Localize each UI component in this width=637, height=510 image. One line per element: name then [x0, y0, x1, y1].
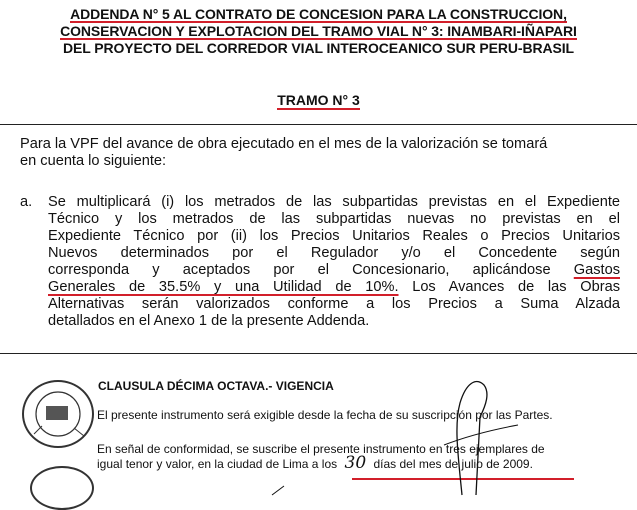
item-line-4: Nuevos determinados por el Regulador y/o el Concedente según — [48, 245, 620, 261]
seal-graphic — [24, 382, 92, 446]
highlight-gastos: Gastos — [573, 262, 620, 278]
item-line-5 — [48, 262, 620, 279]
list-item-body — [48, 194, 620, 330]
signature-paragraph — [97, 442, 617, 471]
clause-title: CLAUSULA DÉCIMA OCTAVA.- VIGENCIA — [98, 379, 334, 393]
document-title — [0, 6, 637, 57]
section-label: TRAMO N° 3 — [277, 92, 360, 108]
item-line-5-text: corresponda y aceptados por el Concesionario, aplicándose — [48, 262, 551, 278]
intro-paragraph — [20, 136, 620, 170]
highlight-generales: Generales de 35.5% y una Utilidad de 10%. — [48, 279, 399, 295]
pen-stroke-icon — [270, 484, 290, 496]
item-line-7: Alternativas serán valorizados conforme a los Precios a Suma Alzada — [48, 296, 620, 312]
clause-text: El presente instrumento será exigible desde la fecha de su suscripción por las Partes. — [97, 408, 553, 422]
item-line-6 — [48, 279, 620, 296]
item-line-6-tail: Los Avances de las Obras — [412, 279, 620, 295]
title-line-1: ADDENDA N° 5 AL CONTRATO DE CONCESION PARA LA CONSTRUCCION, — [70, 6, 567, 22]
section-heading — [0, 92, 637, 110]
divider-top — [0, 124, 637, 125]
second-seal-icon — [30, 466, 94, 510]
divider-bottom — [0, 353, 637, 354]
item-line-1: Se multiplicará (i) los metrados de las subpartidas previstas en el Expediente — [48, 194, 620, 210]
handwritten-day: 30 — [344, 453, 367, 473]
official-seal-icon — [22, 380, 94, 448]
title-line-2: CONSERVACION Y EXPLOTACION DEL TRAMO VIAL N° 3: INAMBARI-IÑAPARI — [60, 23, 577, 39]
title-line-3: DEL PROYECTO DEL CORREDOR VIAL INTEROCEANICO SUR PERU-BRASIL — [62, 40, 575, 56]
intro-line-2: en cuenta lo siguiente: — [20, 153, 167, 169]
signature-mark-icon — [440, 365, 520, 496]
sign-line-2-end: días del mes de julio de 2009. — [373, 457, 533, 471]
sign-line-1: En señal de conformidad, se suscribe el presente instrumento en tres ejemplares de — [97, 442, 545, 456]
sign-line-2-start: igual tenor y valor, en la ciudad de Lima a los — [97, 457, 338, 471]
item-line-2: Técnico y los metrados de las subpartidas nuevas no previstas en el — [48, 211, 620, 227]
item-line-3: Expediente Técnico por (ii) los Precios Unitarios Reales o Precios Unitarios — [48, 228, 620, 244]
item-line-8: detallados en el Anexo 1 de la presente Addenda. — [48, 313, 370, 329]
intro-line-1: Para la VPF del avance de obra ejecutado en el mes de la valorización se tomará — [20, 136, 548, 152]
list-marker: a. — [20, 194, 33, 210]
